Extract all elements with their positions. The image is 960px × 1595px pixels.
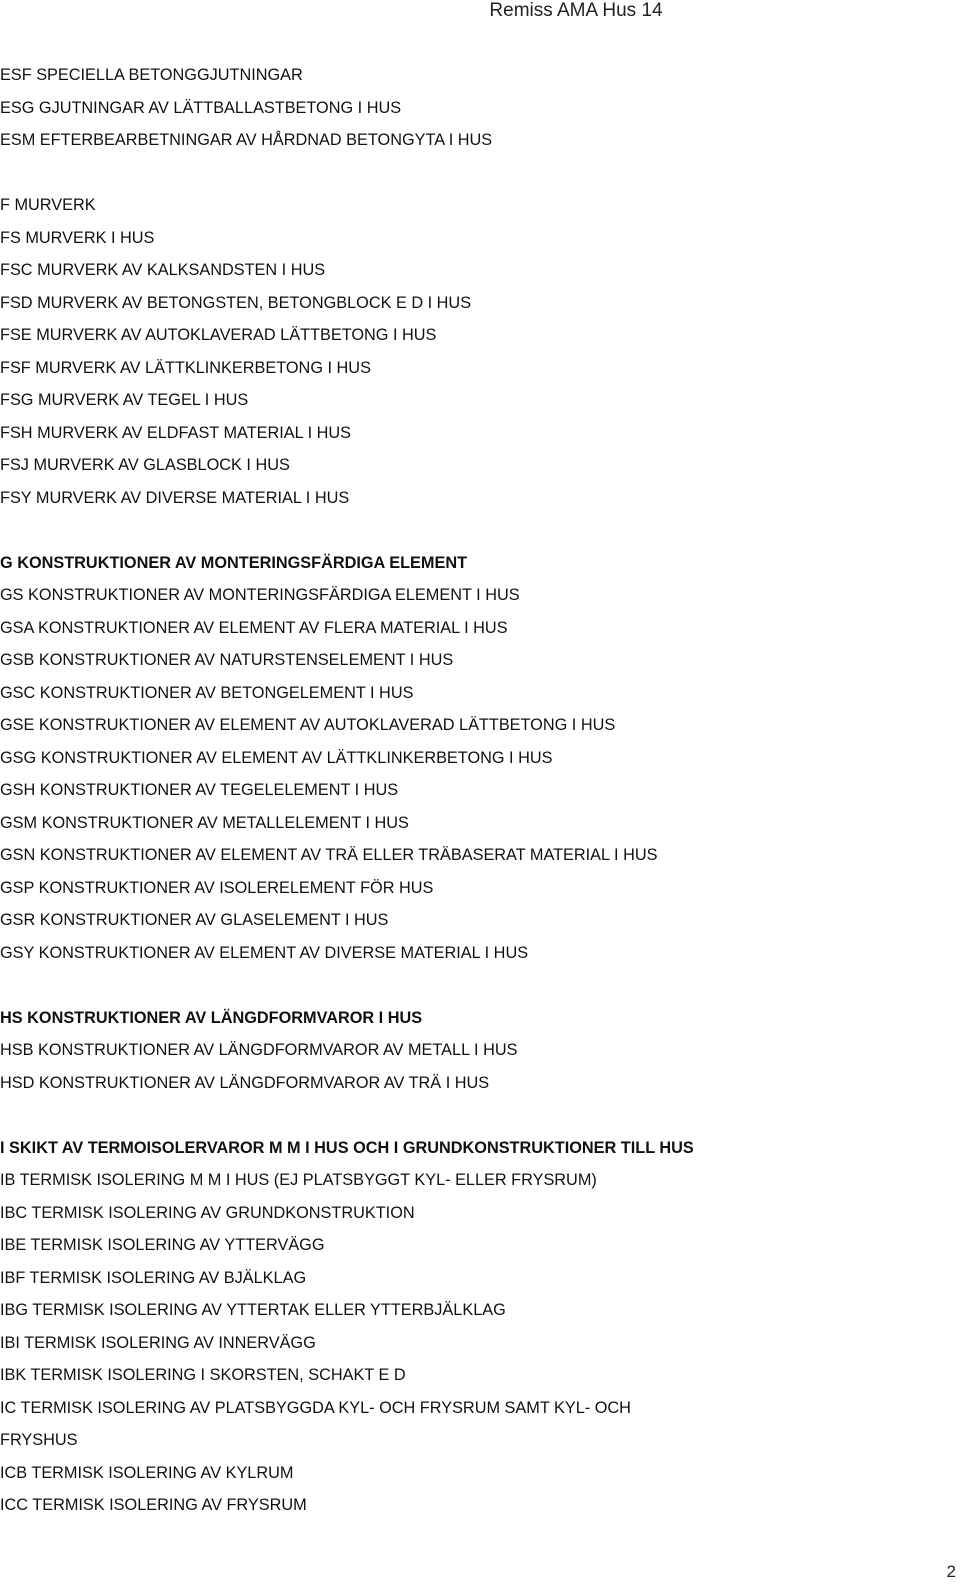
list-item: HSD KONSTRUKTIONER AV LÄNGDFORMVAROR AV TRÄ I HUS xyxy=(0,1073,490,1092)
list-item: IBC TERMISK ISOLERING AV GRUNDKONSTRUKTION xyxy=(0,1203,415,1222)
list-item: ESG GJUTNINGAR AV LÄTTBALLASTBETONG I HUS xyxy=(0,98,402,117)
section-heading: I SKIKT AV TERMOISOLERVAROR M M I HUS OCH I GRUNDKONSTRUKTIONER TILL HUS xyxy=(0,1138,694,1157)
list-item: ICB TERMISK ISOLERING AV KYLRUM xyxy=(0,1463,294,1482)
section-heading: HS KONSTRUKTIONER AV LÄNGDFORMVAROR I HUS xyxy=(0,1008,423,1027)
list-item: FRYSHUS xyxy=(0,1431,78,1449)
list-item: IBF TERMISK ISOLERING AV BJÄLKLAG xyxy=(0,1268,307,1287)
list-item: ICC TERMISK ISOLERING AV FRYSRUM xyxy=(0,1496,307,1514)
list-item: GSN KONSTRUKTIONER AV ELEMENT AV TRÄ ELLER TRÄBASERAT MATERIAL I HUS xyxy=(0,846,658,864)
list-item: IBE TERMISK ISOLERING AV YTTERVÄGG xyxy=(0,1236,325,1254)
list-item: FSC MURVERK AV KALKSANDSTEN I HUS xyxy=(0,261,326,279)
list-item: GSE KONSTRUKTIONER AV ELEMENT AV AUTOKLAVERAD LÄTTBETONG I HUS xyxy=(0,716,616,734)
section-heading: G KONSTRUKTIONER AV MONTERINGSFÄRDIGA ELEMENT xyxy=(0,553,468,572)
list-item: GSA KONSTRUKTIONER AV ELEMENT AV FLERA MATERIAL I HUS xyxy=(0,618,508,637)
list-item: GSH KONSTRUKTIONER AV TEGELELEMENT I HUS xyxy=(0,781,399,799)
list-item: GSR KONSTRUKTIONER AV GLASELEMENT I HUS xyxy=(0,911,389,929)
list-item: IBI TERMISK ISOLERING AV INNERVÄGG xyxy=(0,1333,316,1352)
page-header xyxy=(0,0,960,36)
list-item: GSG KONSTRUKTIONER AV ELEMENT AV LÄTTKLINKERBETONG I HUS xyxy=(0,748,553,767)
list-item: GSC KONSTRUKTIONER AV BETONGELEMENT I HUS xyxy=(0,683,414,702)
list-item: FSE MURVERK AV AUTOKLAVERAD LÄTTBETONG I HUS xyxy=(0,326,437,344)
list-item: IC TERMISK ISOLERING AV PLATSBYGGDA KYL- OCH FRYSRUM SAMT KYL- OCH xyxy=(0,1398,631,1417)
list-item: IBG TERMISK ISOLERING AV YTTERTAK ELLER YTTERBJÄLKLAG xyxy=(0,1301,506,1319)
list-item: GS KONSTRUKTIONER AV MONTERINGSFÄRDIGA ELEMENT I HUS xyxy=(0,586,520,604)
list-item: FSF MURVERK AV LÄTTKLINKERBETONG I HUS xyxy=(0,358,371,377)
list-item: FSJ MURVERK AV GLASBLOCK I HUS xyxy=(0,456,290,474)
list-item: FSG MURVERK AV TEGEL I HUS xyxy=(0,391,249,409)
list-item: GSB KONSTRUKTIONER AV NATURSTENSELEMENT I HUS xyxy=(0,651,454,669)
list-item: GSP KONSTRUKTIONER AV ISOLERELEMENT FÖR HUS xyxy=(0,878,434,897)
list-item: GSM KONSTRUKTIONER AV METALLELEMENT I HUS xyxy=(0,813,409,832)
document-title: Remiss AMA Hus 14 xyxy=(489,0,663,21)
list-item: GSY KONSTRUKTIONER AV ELEMENT AV DIVERSE MATERIAL I HUS xyxy=(0,943,529,962)
list-item: IBK TERMISK ISOLERING I SKORSTEN, SCHAKT E D xyxy=(0,1366,406,1384)
list-item: F MURVERK xyxy=(0,196,96,214)
list-item: FSH MURVERK AV ELDFAST MATERIAL I HUS xyxy=(0,423,352,442)
list-item: HSB KONSTRUKTIONER AV LÄNGDFORMVAROR AV METALL I HUS xyxy=(0,1041,518,1059)
list-item: FSY MURVERK AV DIVERSE MATERIAL I HUS xyxy=(0,488,350,507)
list-item: ESF SPECIELLA BETONGGJUTNINGAR xyxy=(0,66,303,84)
list-item: ESM EFTERBEARBETNINGAR AV HÅRDNAD BETONGYTA I HUS xyxy=(0,131,493,149)
list-item: FS MURVERK I HUS xyxy=(0,228,155,247)
list-item: FSD MURVERK AV BETONGSTEN, BETONGBLOCK E D I HUS xyxy=(0,293,472,312)
list-item: IB TERMISK ISOLERING M M I HUS (EJ PLATSBYGGT KYL- ELLER FRYSRUM) xyxy=(0,1171,597,1189)
page-number: 2 xyxy=(946,1562,956,1581)
